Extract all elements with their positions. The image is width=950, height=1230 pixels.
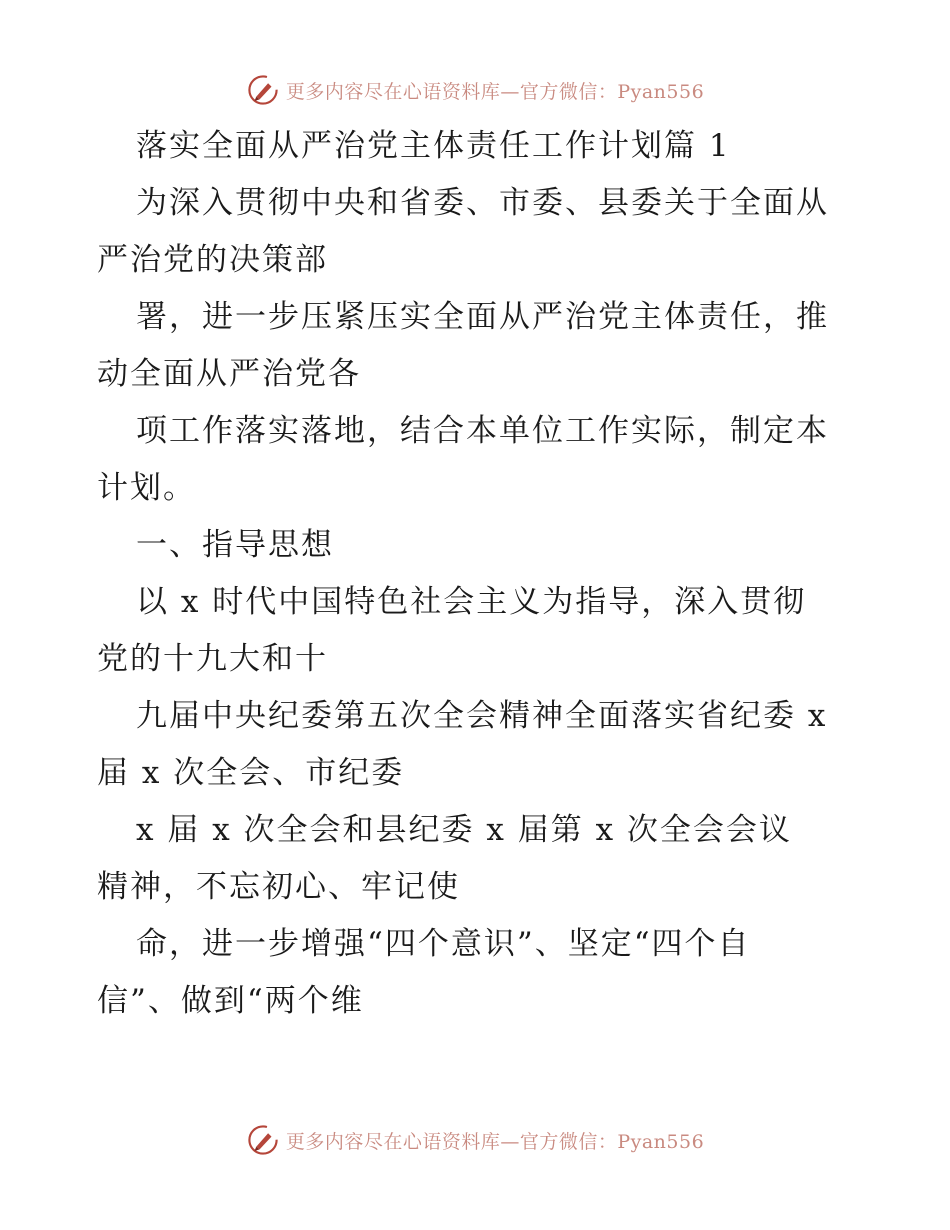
paragraph-line: 计划。 <box>97 470 196 506</box>
paragraph-line: 命，进一步增强“四个意识”、坚定“四个自 <box>136 926 751 962</box>
watermark-text: 更多内容尽在心语资料库—官方微信：Pyan556 <box>285 80 705 103</box>
watermark-text: 更多内容尽在心语资料库—官方微信：Pyan556 <box>285 1130 705 1153</box>
paragraph-line: 项工作落实落地，结合本单位工作实际，制定本 <box>136 413 829 449</box>
paragraph-line: 署，进一步压紧压实全面从严治党主体责任，推 <box>136 299 829 335</box>
paragraph-line: 九届中央纪委第五次全会精神全面落实省纪委 x <box>136 698 828 734</box>
paragraph-line: 严治党的决策部 <box>97 242 328 278</box>
paragraph-line: 党的十九大和十 <box>97 641 328 677</box>
pen-circle-logo-icon <box>246 1123 280 1157</box>
pen-circle-logo-icon <box>246 73 280 107</box>
paragraph-line: 动全面从严治党各 <box>97 356 361 392</box>
paragraph-line: 精神，不忘初心、牢记使 <box>97 869 460 905</box>
paragraph-line: x 届 x 次全会和县纪委 x 届第 x 次全会会议 <box>136 812 792 848</box>
document-title: 落实全面从严治党主体责任工作计划篇 1 <box>136 128 731 164</box>
paragraph-line: 信”、做到“两个维 <box>97 983 364 1019</box>
paragraph-line: 以 x 时代中国特色社会主义为指导，深入贯彻 <box>136 584 807 620</box>
section-heading: 一、指导思想 <box>136 527 334 563</box>
footer-watermark-banner <box>0 1120 950 1160</box>
paragraph-line: 为深入贯彻中央和省委、市委、县委关于全面从 <box>136 185 829 221</box>
header-watermark-banner <box>0 70 950 110</box>
paragraph-line: 届 x 次全会、市纪委 <box>97 755 405 791</box>
document-body <box>97 118 857 1030</box>
